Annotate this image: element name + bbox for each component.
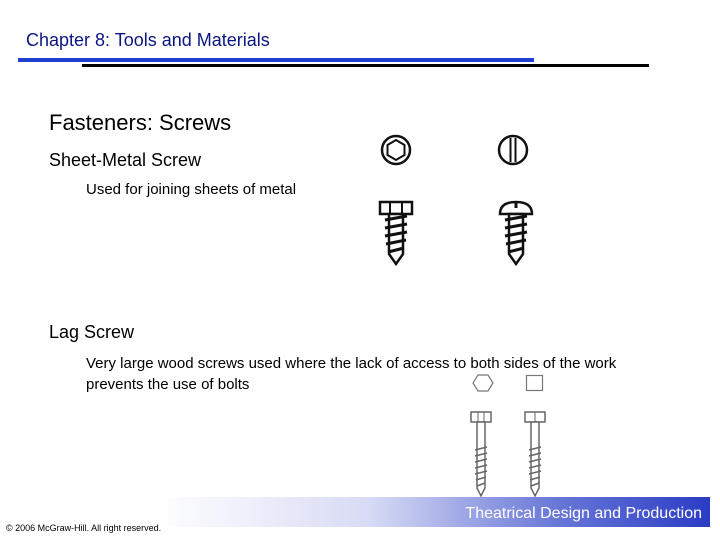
slide-title: Fasteners: Screws (49, 110, 232, 135)
section-description-sheet-metal: Used for joining sheets of metal (86, 181, 297, 198)
hex-head-screw-top-icon (379, 133, 413, 167)
sheet-metal-hex-screw-icon (374, 198, 418, 268)
lag-screw-square-head-icon (520, 410, 550, 498)
sheet-metal-slotted-screw-icon (494, 198, 538, 268)
section-heading-lag-screw: Lag Screw (49, 322, 135, 342)
copyright-notice: © 2006 McGraw-Hill. All right reserved. (6, 523, 162, 533)
footer-book-title: Theatrical Design and Production (465, 505, 702, 522)
header-rule-black (82, 64, 649, 67)
chapter-title: Chapter 8: Tools and Materials (26, 30, 270, 50)
lag-screw-square-top-icon (525, 374, 545, 392)
slotted-head-screw-top-icon (496, 133, 530, 167)
section-description-lag-screw: Very large wood screws used where the lack of access to both sides of the work prevents the use of bolts (86, 355, 617, 393)
lag-screw-hex-head-icon (466, 410, 496, 498)
lag-screw-hex-top-icon (472, 373, 494, 393)
header-rule-blue (18, 58, 534, 62)
section-heading-sheet-metal: Sheet-Metal Screw (49, 150, 202, 170)
